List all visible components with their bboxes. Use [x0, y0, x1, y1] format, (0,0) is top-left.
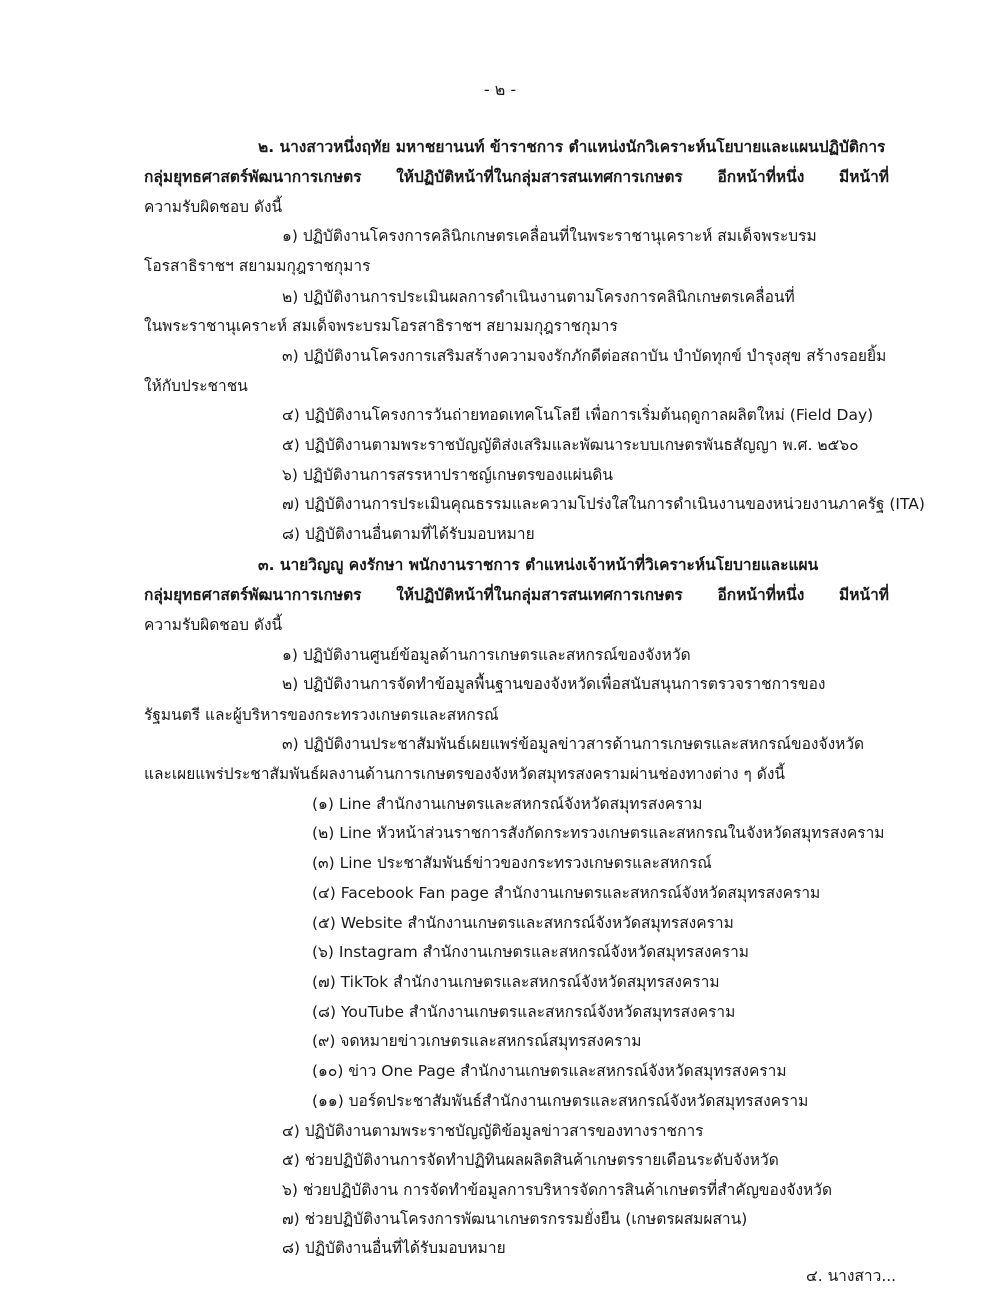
item2-duty-line: ๓) ปฏิบัติงานโครงการเสริมสร้างความจงรักภักดีต่อสถาบัน บำบัดทุกข์ บำรุงสุข สร้างรอยยิ้ม [282, 347, 887, 365]
item3-duty-line: ๒) ปฏิบัติงานการจัดทำข้อมูลพื้นฐานของจังหวัดเพื่อสนับสนุนการตรวจราชการของ [282, 675, 826, 693]
item2-duty-line: ๔) ปฏิบัติงานโครงการวันถ่ายทอดเทคโนโลยี เพื่อการเริ่มต้นฤดูกาลผลิตใหม่ (Field Day) [282, 406, 874, 424]
item3-heading-line2: กลุ่มยุทธศาสตร์พัฒนาการเกษตร ให้ปฏิบัติหน้าที่ในกลุ่มสารสนเทศการเกษตร อีกหน้าที่หนึ่ง มีหน้าที่ [144, 586, 889, 604]
item2-heading-line3: ความรับผิดชอบ ดังนี้ [144, 198, 283, 216]
page-number: - ๒ - [483, 80, 517, 99]
item2-duty-line: ๗) ปฏิบัติงานการประเมินคุณธรรมและความโปร่งใสในการดำเนินงานของหน่วยงานภาครัฐ (ITA) [282, 495, 925, 513]
item2-duty-line: ๖) ปฏิบัติงานการสรรหาปราชญ์เกษตรของแผ่นดิน [282, 466, 613, 484]
channel-item: (๑๐) ข่าว One Page สำนักงานเกษตรและสหกรณ์จังหวัดสมุทรสงคราม [312, 1062, 787, 1080]
item3-duty-line: ๖) ช่วยปฏิบัติงาน การจัดทำข้อมูลการบริหารจัดการสินค้าเกษตรที่สำคัญของจังหวัด [282, 1181, 833, 1199]
item3-duty-line: ๔) ปฏิบัติงานตามพระราชบัญญัติข้อมูลข่าวสารของทางราชการ [282, 1122, 704, 1140]
item3-duty-line: ๓) ปฏิบัติงานประชาสัมพันธ์เผยแพร่ข้อมูลข่าวสารด้านการเกษตรและสหกรณ์ของจังหวัด [282, 735, 865, 753]
item2-duty-line: ในพระราชานุเคราะห์ สมเด็จพระบรมโอรสาธิราชฯ สยามมกุฎราชกุมาร [144, 317, 618, 335]
item3-heading-line3: ความรับผิดชอบ ดังนี้ [144, 616, 283, 634]
item3-duty-line: รัฐมนตรี และผู้บริหารของกระทรวงเกษตรและสหกรณ์ [144, 706, 499, 724]
item3-duty-line: ๑) ปฏิบัติงานศูนย์ข้อมูลด้านการเกษตรและสหกรณ์ของจังหวัด [282, 646, 691, 664]
item2-duty-line: ๕) ปฏิบัติงานตามพระราชบัญญัติส่งเสริมและพัฒนาระบบเกษตรพันธสัญญา พ.ศ. ๒๕๖๐ [282, 436, 859, 454]
item3-duty-line: ๗) ช่วยปฏิบัติงานโครงการพัฒนาเกษตรกรรมยั่งยืน (เกษตรผสมผสาน) [282, 1210, 748, 1228]
channel-item: (๓) Line ประชาสัมพันธ์ข่าวของกระทรวงเกษตรและสหกรณ์ [312, 854, 712, 872]
item2-duty-line: ให้กับประชาชน [144, 377, 248, 395]
item2-duty-line: โอรสาธิราชฯ สยามมกุฎราชกุมาร [144, 257, 371, 275]
channel-item: (๙) จดหมายข่าวเกษตรและสหกรณ์สมุทรสงคราม [312, 1032, 642, 1050]
item2-duty-line: ๘) ปฏิบัติงานอื่นตามที่ได้รับมอบหมาย [282, 525, 535, 543]
item3-duty-line: ๘) ปฏิบัติงานอื่นที่ได้รับมอบหมาย [282, 1239, 506, 1257]
item3-heading-line1: ๓. นายวิญญู คงรักษา พนักงานราชการ ตำแหน่งเจ้าหน้าที่วิเคราะห์นโยบายและแผน [258, 556, 819, 574]
item3-duty-line: และเผยแพร่ประชาสัมพันธ์ผลงานด้านการเกษตรของจังหวัดสมุทรสงครามผ่านช่องทางต่าง ๆ ดังนี้ [144, 765, 785, 783]
item2-heading-line2: กลุ่มยุทธศาสตร์พัฒนาการเกษตร ให้ปฏิบัติหน้าที่ในกลุ่มสารสนเทศการเกษตร อีกหน้าที่หนึ่ง มีหน้าที่ [144, 168, 889, 186]
channel-item: (๕) Website สำนักงานเกษตรและสหกรณ์จังหวัดสมุทรสงคราม [312, 914, 734, 932]
catchword: ๔. นางสาว... [806, 1267, 897, 1285]
channel-item: (๗) TikTok สำนักงานเกษตรและสหกรณ์จังหวัดสมุทรสงคราม [312, 973, 720, 991]
channel-item: (๘) YouTube สำนักงานเกษตรและสหกรณ์จังหวัดสมุทรสงคราม [312, 1003, 736, 1021]
item3-duty-line: ๕) ช่วยปฏิบัติงานการจัดทำปฏิทินผลผลิตสินค้าเกษตรรายเดือนระดับจังหวัด [282, 1151, 779, 1169]
item2-duty-line: ๒) ปฏิบัติงานการประเมินผลการดำเนินงานตามโครงการคลินิกเกษตรเคลื่อนที่ [282, 288, 795, 306]
channel-item: (๖) Instagram สำนักงานเกษตรและสหกรณ์จังหวัดสมุทรสงคราม [312, 943, 750, 961]
channel-item: (๑) Line สำนักงานเกษตรและสหกรณ์จังหวัดสมุทรสงคราม [312, 795, 703, 813]
channel-item: (๑๑) บอร์ดประชาสัมพันธ์สำนักงานเกษตรและสหกรณ์จังหวัดสมุทรสงคราม [312, 1092, 809, 1110]
channel-item: (๒) Line หัวหน้าส่วนราชการสังกัดกระทรวงเกษตรและสหกรณในจังหวัดสมุทรสงคราม [312, 824, 885, 842]
item2-heading-line1: ๒. นางสาวหนึ่งฤทัย มหาชยานนท์ ข้าราชการ ตำแหน่งนักวิเคราะห์นโยบายและแผนปฏิบัติการ [258, 138, 886, 156]
channel-item: (๔) Facebook Fan page สำนักงานเกษตรและสหกรณ์จังหวัดสมุทรสงคราม [312, 884, 821, 902]
item2-duty-line: ๑) ปฏิบัติงานโครงการคลินิกเกษตรเคลื่อนที่ในพระราชานุเคราะห์ สมเด็จพระบรม [282, 227, 817, 245]
